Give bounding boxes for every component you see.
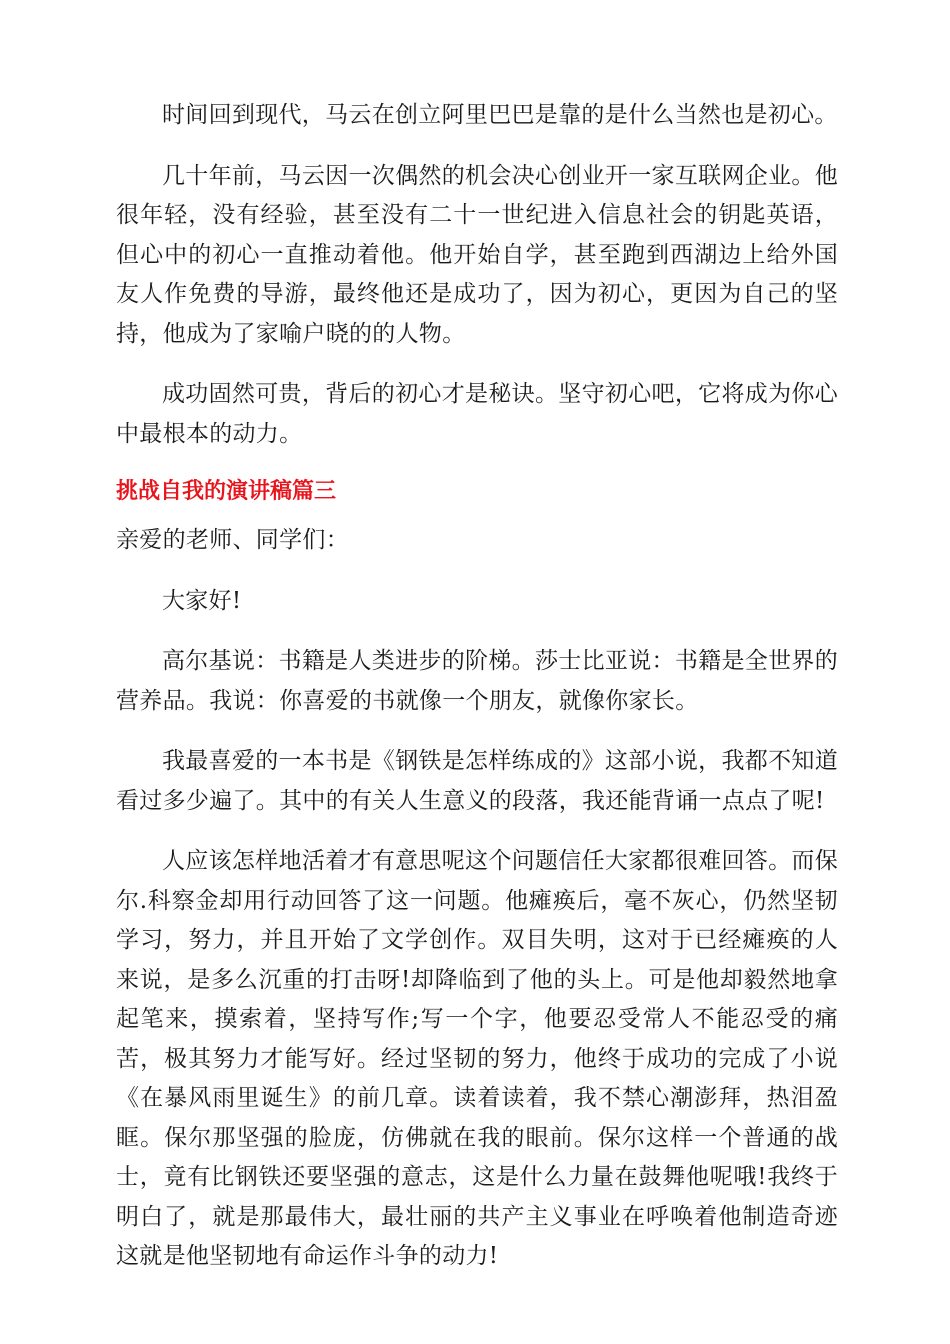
paragraph-modern-era: 时间回到现代，马云在创立阿里巴巴是靠的是什么当然也是初心。 bbox=[162, 102, 838, 128]
paragraph-paul-story: 人应该怎样地活着才有意思呢这个问题信任大家都很难回答。而保尔.科察金却用行动回答了这一问题。他瘫痪后，毫不灰心，仍然坚韧学习，努力，并且开始了文学创作。双目失明，这对于已经瘫痪的人来说，是多么沉重的打击呀!却降临到了他的头上。可是他却毅然地拿起笔来，摸索着，坚持写作;写一个字，他要忍受常人不能忍受的痛苦，极其努力才能写好。经过坚韧的努力，他终于成功的完成了小说《在暴风雨里诞生》的前几章。读着读着，我不禁心潮澎拜，热泪盈眶。保尔那坚强的脸庞，仿佛就在我的眼前。保尔这样一个普通的战士，竟有比钢铁还要坚强的意志，这是什么力量在鼓舞他呢哦!我终于明白了，就是那最伟大，最壮丽的共产主义事业在呼唤着他制造奇迹这就是他坚韧地有命运作斗争的动力! bbox=[116, 848, 838, 1269]
section-heading: 挑战自我的演讲稿篇三 bbox=[116, 479, 337, 504]
paragraph-original-intention: 成功固然可贵，背后的初心才是秘诀。坚守初心吧，它将成为你心中最根本的动力。 bbox=[116, 381, 838, 447]
salutation: 亲爱的老师、同学们： bbox=[116, 527, 349, 553]
paragraph-jack-ma-story: 几十年前，马云因一次偶然的机会决心创业开一家互联网企业。他很年轻，没有经验，甚至没有二十一世纪进入信息社会的钥匙英语，但心中的初心一直推动着他。他开始自学，甚至跑到西湖边上给外国友人作免费的导游，最终他还是成功了，因为初心，更因为自己的坚持，他成为了家喻户晓的的人物。 bbox=[116, 162, 838, 347]
paragraph-book-quotes: 高尔基说：书籍是人类进步的阶梯。莎士比亚说：书籍是全世界的营养品。我说：你喜爱的书就像一个朋友，就像你家长。 bbox=[116, 648, 838, 714]
document-page bbox=[116, 96, 838, 1298]
paragraph-favorite-book: 我最喜爱的一本书是《钢铁是怎样练成的》这部小说，我都不知道看过多少遍了。其中的有关人生意义的段落，我还能背诵一点点了呢! bbox=[116, 748, 838, 814]
paragraph-greeting: 大家好! bbox=[162, 587, 242, 614]
